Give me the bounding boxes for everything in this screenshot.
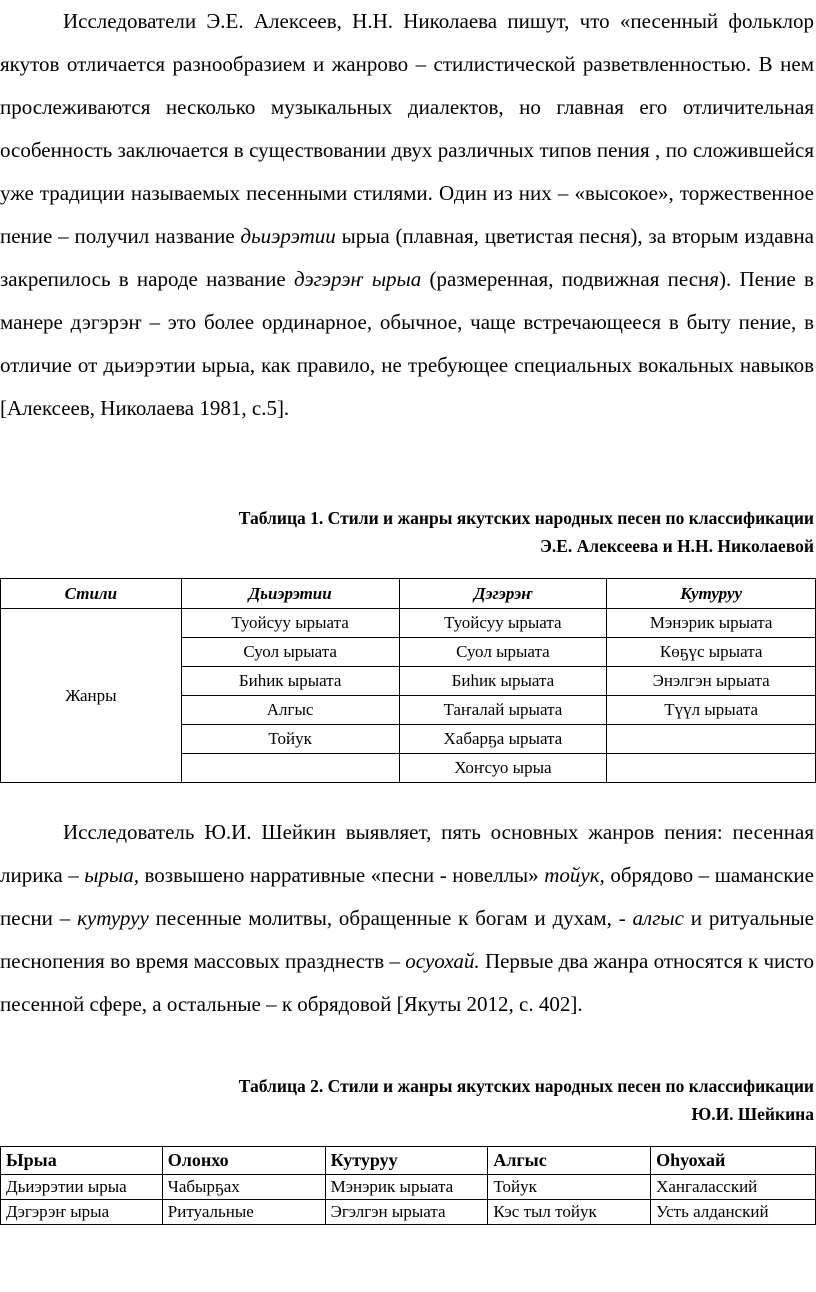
table-1-cell: Мэнэрик ырыата [607,609,816,638]
table-1-cell: Туойсуу ырыата [181,609,399,638]
table-2-cell: Усть алданский [651,1200,816,1225]
paragraph-1-italic-ya: я [709,267,720,291]
table-1-cell: Түүл ырыата [607,696,816,725]
table-2-cell: Хангаласский [651,1175,816,1200]
table-2-header-row [1,1147,816,1175]
table-1-header-cell: Дьиэрэтии [181,579,399,609]
table-1-cell [607,725,816,754]
table-1-header-row [1,579,816,609]
table-1-cell: Биһик ырыата [181,667,399,696]
table-2-row [1,1200,816,1225]
table-1-cell: Суол ырыата [181,638,399,667]
table-1-cell: Таҥалай ырыата [399,696,607,725]
paragraph-2-text-f: Первые два жанра относятся к чисто песенной сфере, а остальные – к обрядовой [Якуты 2012, с. 402]. [0,949,814,1016]
table-2-header-cell: Оһуохай [651,1147,816,1175]
table-1-cell: Тойук [181,725,399,754]
paragraph-1-italic-degeren: дэгэрэҥ ырыа [293,267,422,291]
table-1-cell: Суол ырыата [399,638,607,667]
table-1-caption-line-2: Э.Е. Алексеева и Н.Н. Николаевой [539,536,814,556]
table-2-cell: Чабырҕах [162,1175,325,1200]
paragraph-1-text-c: (размеренная, подвижная песн [421,267,710,291]
table-2-cell: Ритуальные [162,1200,325,1225]
paragraph-2-italic-yrya: ырыа, [84,863,139,887]
table-1-cell: Биһик ырыата [399,667,607,696]
paragraph-2-italic-kuturuu: кутуруу [77,906,149,930]
table-2-cell: Кэс тыл тойук [488,1200,651,1225]
table-2-cell: Дэгэрэҥ ырыа [1,1200,163,1225]
table-1-cell [607,754,816,783]
paragraph-2-italic-osuokhay: осуохай. [405,949,480,973]
table-2-caption-line-1: Таблица 2. Стили и жанры якутских народных песен по классификации [238,1076,814,1096]
paragraph-1-text-b: ырыа (плавная, цветистая песня), за вторым издавна закрепилось в народе название [0,224,814,291]
table-2-caption [239,1072,814,1128]
table-2-header-cell: Кутуруу [325,1147,488,1175]
paragraph-2-italic-algys: алгыс [632,906,684,930]
paragraph-1-text-a: Исследователи Э.Е. Алексеев, Н.Н. Николаева пишут, что «песенный фольклор якутов отличается разнообразием и жанрово – стилистической разветвленностью. В нем прослеживаются несколько музыкальных диалектов, но главная его отличительная особенность заключается в существовании двух различных типов пения , по сложившейся уже традиции называемых песенными стилями. Один из них – «высокое», торжественное пение – получил название [0,9,814,248]
table-1-caption [239,504,814,560]
table-2 [0,1146,816,1225]
table-2-cell: Дьиэрэтии ырыа [1,1175,163,1200]
table-1-cell: Хабарҕа ырыата [399,725,607,754]
table-1 [0,578,816,783]
table-2-cell: Эгэлгэн ырыата [325,1200,488,1225]
table-2-header-cell: Ырыа [1,1147,163,1175]
table-2-header-cell: Алгыс [488,1147,651,1175]
table-2-cell: Тойук [488,1175,651,1200]
paragraph-1-text-d: ). Пение в манере дэгэрэҥ – это более ординарное, обычное, чаще встречающееся в быту пение, в отличие от дьиэрэтии ырыа, как правило, не требующее специальных вокальных навыков [Алексеев, Николаева 1981, с.5]. [0,267,814,420]
table-2-cell: Мэнэрик ырыата [325,1175,488,1200]
paragraph-1 [0,0,814,430]
paragraph-1-italic-dyierethii: дьиэрэтии [240,224,336,248]
table-1-cell [181,754,399,783]
paragraph-2-text-b: возвышено нарративные «песни - новеллы» [138,863,545,887]
table-2-header-cell: Олонхо [162,1147,325,1175]
table-1-cell: Хоҥсуо ырыа [399,754,607,783]
paragraph-2-text-c: обрядово – шаманские песни – [0,863,814,930]
table-2-caption-line-2: Ю.И. Шейкина [691,1104,814,1124]
table-2-row [1,1175,816,1200]
table-1-row [1,609,816,638]
table-1-caption-line-1: Таблица 1. Стили и жанры якутских народных песен по классификации [238,508,814,528]
table-1-cell: Алгыс [181,696,399,725]
table-1-row-label: Жанры [1,609,182,783]
table-1-header-cell: Кутуруу [607,579,816,609]
paragraph-2-text-e: и ритуальные песнопения во время массовых празднеств – [0,906,814,973]
table-1-cell: Көҕүс ырыата [607,638,816,667]
paragraph-2 [0,811,814,1026]
table-1-cell: Туойсуу ырыата [399,609,607,638]
paragraph-2-italic-toyuk: тойук, [544,863,605,887]
table-1-header-cell: Стили [1,579,182,609]
table-1-cell: Энэлгэн ырыата [607,667,816,696]
paragraph-2-text-a: Исследователь Ю.И. Шейкин выявляет, пять основных жанров пения: песенная лирика – [0,820,814,887]
table-1-header-cell: Дэгэрэҥ [399,579,607,609]
paragraph-2-text-d: песенные молитвы, обращенные к богам и духам, - [148,906,633,930]
